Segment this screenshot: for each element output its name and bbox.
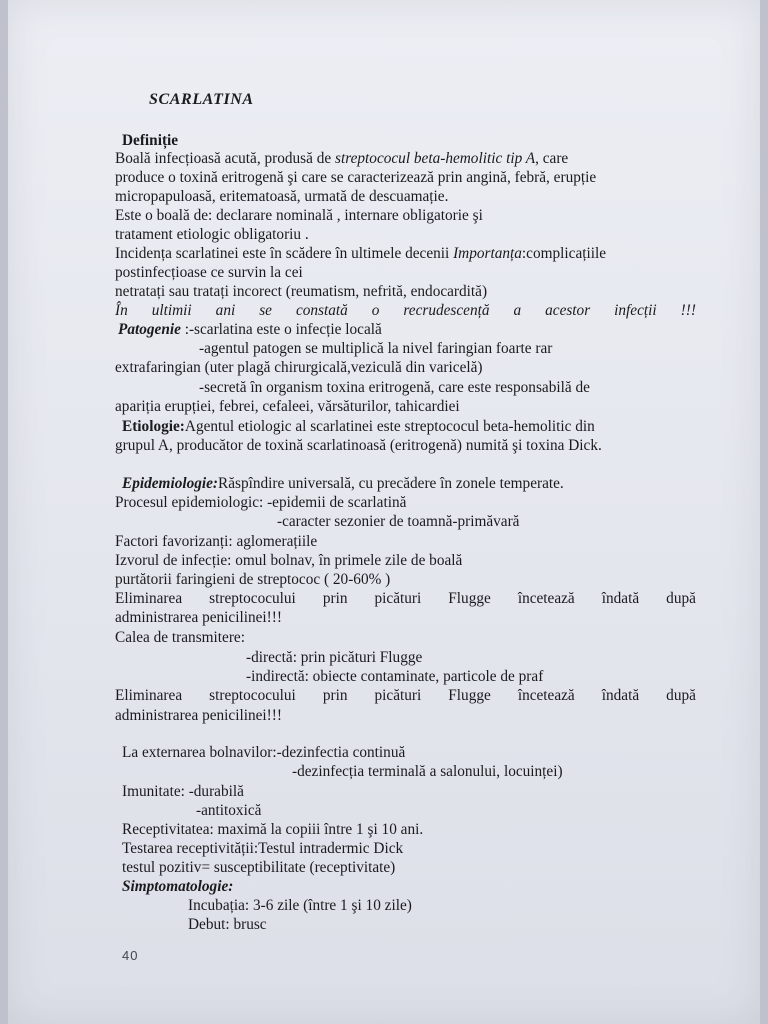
- simptomatologie-heading: Simptomatologie:: [122, 878, 234, 895]
- eliminarea-repeat-line-1: Eliminarea streptococului prin picături Flugge încetează îndată după: [115, 687, 696, 704]
- definitie-line-8: netratați sau tratați incorect (reumatism, nefrită, endocardită): [115, 283, 488, 300]
- definitie-line-1: Boală infecțioasă acută, produsă de streptococul beta-hemolitic tip A, care: [115, 150, 569, 167]
- etiologie-line-2: grupul A, producător de toxină scarlatinoasă (eritrogenă) numită şi toxina Dick.: [115, 437, 602, 454]
- externare-line-1: La externarea bolnavilor:-dezinfectia continuă: [122, 744, 406, 761]
- patogenie-heading: Patogenie: [118, 321, 181, 338]
- debut-line: Debut: brusc: [188, 916, 267, 933]
- testarea-line: Testarea receptivității:Testul intradermic Dick: [122, 840, 404, 857]
- definitie-line-3: micropapuloasă, eritematoasă, urmată de descuamație.: [115, 188, 449, 205]
- calea-de-transmitere: Calea de transmitere:: [115, 629, 245, 646]
- definitie-line-4: Este o boală de: declarare nominală , internare obligatorie şi: [115, 207, 483, 224]
- externare-line-2: -dezinfecția terminală a salonului, locuinței): [292, 763, 563, 780]
- definitie-line-7: postinfecțioase ce survin la cei: [115, 264, 303, 281]
- calea-indirecta: -indirectă: obiecte contaminate, particole de praf: [246, 668, 544, 685]
- definitie-line-5: tratament etiologic obligatoriu .: [115, 226, 309, 243]
- incubatia-line: Incubația: 3-6 zile (între 1 şi 10 zile): [188, 897, 412, 914]
- imunitate-line-1: Imunitate: -durabilă: [122, 783, 244, 800]
- receptivitatea-line: Receptivitatea: maximă la copiii între 1 şi 10 ani.: [122, 821, 424, 838]
- epidemiologie-line-2: Procesul epidemiologic: -epidemii de scarlatină: [115, 494, 407, 511]
- patogenie-line-3: extrafaringian (uter plagă chirurgicală,veziculă din varicelă): [115, 359, 483, 376]
- imunitate-line-2: -antitoxică: [196, 802, 262, 819]
- epidemiologie-line-3: -caracter sezonier de toamnă-primăvară: [277, 513, 520, 530]
- epidemiologie-line-5: Izvorul de infecție: omul bolnav, în primele zile de boală: [115, 552, 463, 569]
- page-number: 40: [122, 948, 139, 963]
- definitie-line-6: Incidența scarlatinei este în scădere în ultimele decenii Importanța:complicațiile: [115, 245, 607, 262]
- eliminarea-repeat-line-2: administrarea penicilinei!!!: [115, 707, 282, 724]
- testul-pozitiv-line: testul pozitiv= susceptibilitate (receptivitate): [122, 859, 396, 876]
- epidemiologie-line-4: Factori favorizanți: aglomerațiile: [115, 533, 318, 550]
- epidemiologie-line-1: Epidemiologie:Răspîndire universală, cu precădere în zonele temperate.: [122, 475, 564, 492]
- patogenie-line-5: apariția erupției, febrei, cefaleei, vărsăturilor, tahicardiei: [115, 398, 460, 415]
- etiologie-heading: Etiologie:: [122, 418, 185, 435]
- definitie-heading: Definiție: [122, 132, 179, 149]
- calea-directa: -directă: prin picături Flugge: [246, 649, 423, 666]
- eliminarea-line-2: administrarea penicilinei!!!: [115, 609, 282, 626]
- page-title: SCARLATINA: [149, 91, 254, 108]
- epidemiologie-line-6: purtătorii faringieni de streptococ ( 20-60% ): [115, 571, 391, 588]
- patogenie-line-4: -secretă în organism toxina eritrogenă, care este responsabilă de: [199, 379, 590, 396]
- definitie-line-9: În ultimii ani se constată o recrudescență a acestor infecții !!!: [115, 302, 696, 319]
- epidemiologie-heading: Epidemiologie:: [122, 475, 219, 492]
- document-page: [8, 0, 760, 1024]
- eliminarea-line-1: Eliminarea streptococului prin picături Flugge încetează îndată după: [115, 590, 696, 607]
- definitie-line-2: produce o toxină eritrogenă şi care se caracterizează prin angină, febră, erupție: [115, 169, 597, 186]
- patogenie-line-1: Patogenie :-scarlatina este o infecție locală: [118, 321, 382, 338]
- etiologie-line-1: Etiologie:Agentul etiologic al scarlatinei este streptococul beta-hemolitic din: [122, 418, 595, 435]
- patogenie-line-2: -agentul patogen se multiplică la nivel faringian foarte rar: [199, 340, 553, 357]
